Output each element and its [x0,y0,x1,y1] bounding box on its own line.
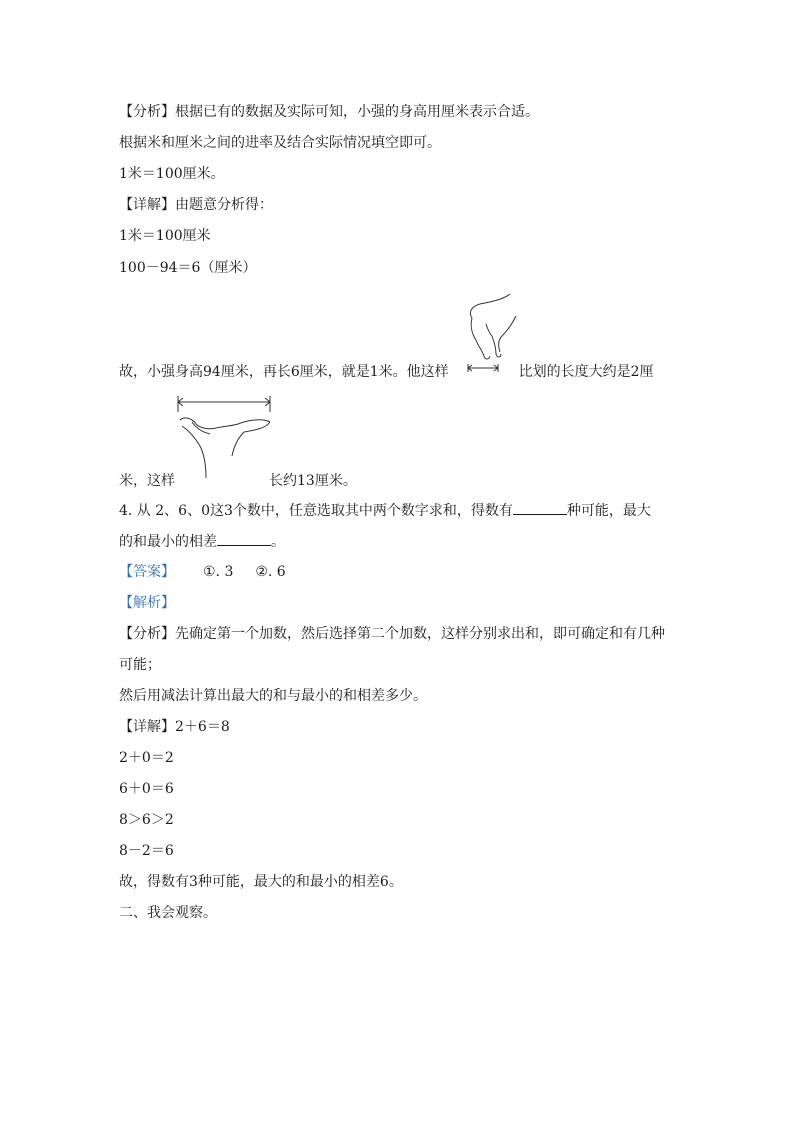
q3-analysis-line-2: 根据米和厘米之间的进率及结合实际情况填空即可。 [119,135,441,151]
q4-stem-part-c: 的和最小的相差 [119,534,217,550]
q4-detail-line-1: 【详解】2＋6＝8 [119,719,230,735]
q3-analysis-line-1: 【分析】根据已有的数据及实际可知，小强的身高用厘米表示合适。 [119,104,539,120]
section-2-title: 二、我会观察。 [119,905,217,921]
q3-detail-line-1: 1米＝100厘米 [119,228,211,244]
q4-analysis-line-3: 然后用减法计算出最大的和与最小的和相差多少。 [119,688,427,704]
q4-detail-line-5: 8－2＝6 [119,843,174,859]
q4-detail-line-4: 8＞6＞2 [119,812,174,828]
q3-detail-line-4-part-b: 长约13厘米。 [269,473,357,489]
q4-blank-2[interactable] [217,531,271,546]
q3-detail-line-4 [119,471,357,491]
answer-label: 【答案】 [119,564,175,580]
q3-detail-line-2: 100－94＝6（厘米） [119,260,257,276]
q4-answer-line [119,562,286,582]
q4-blank-1[interactable] [513,500,567,515]
q3-detail-heading: 【详解】由题意分析得： [119,197,273,213]
q4-stem-part-d: 。 [271,534,285,550]
q4-stem-part-a: 4. 从 2、6、0这3个数中，任意选取其中两个数字求和，得数有 [119,503,513,519]
q4-solution-label: 【解析】 [119,595,175,611]
q4-detail-line-2: 2＋0＝2 [119,750,174,766]
q3-detail-line-3-part-b: 比划的长度大约是2厘 [518,364,654,380]
answer-1: ①. 3 [203,564,234,580]
q3-detail-line-3 [119,362,654,382]
q3-analysis-line-3: 1米＝100厘米。 [119,166,225,182]
q4-analysis-line-1: 【分析】先确定第一个加数，然后选择第二个加数，这样分别求出和，即可确定和有几种 [119,626,665,642]
q4-detail-line-3: 6＋0＝6 [119,781,174,797]
q4-stem-part-b: 种可能，最大 [566,503,651,519]
q4-analysis-line-2: 可能； [119,657,161,673]
q3-detail-line-3-part-a: 故，小强身高94厘米，再长6厘米，就是1米。他这样 [119,364,449,380]
q4-stem-line-1 [119,500,651,521]
answer-2: ②. 6 [255,564,286,580]
q4-stem-line-2 [119,531,285,552]
q4-conclusion: 故，得数有3种可能，最大的和最小的相差6。 [119,874,403,890]
q3-detail-line-4-part-a: 米，这样 [119,473,175,489]
hand-span-13cm-illustration [172,390,276,480]
